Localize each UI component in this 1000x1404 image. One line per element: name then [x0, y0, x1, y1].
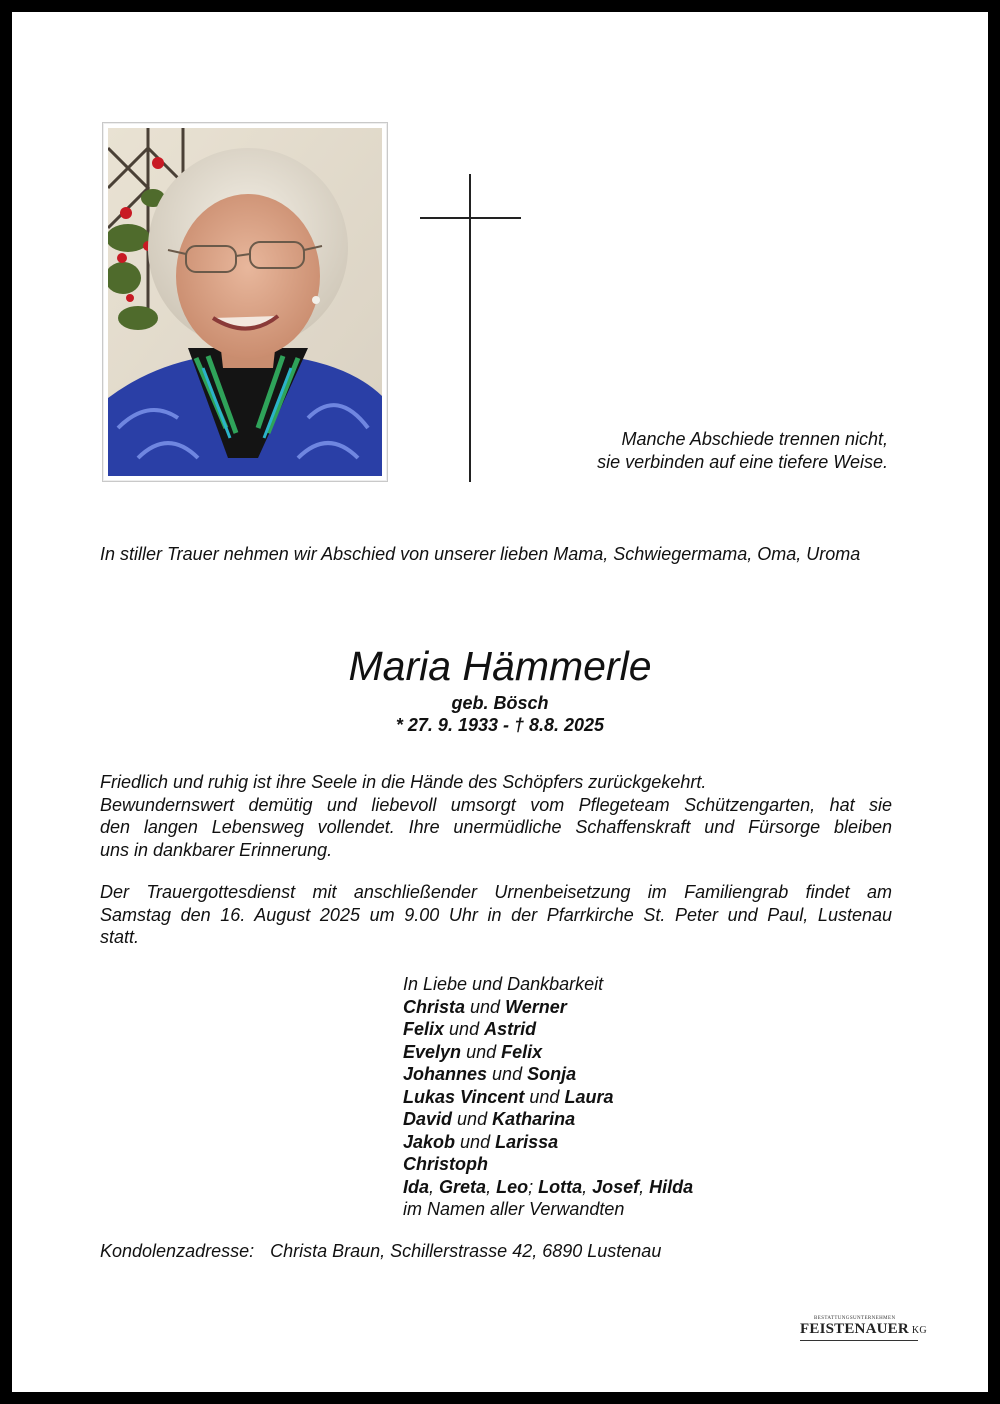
tribute-line: Friedlich und ruhig ist ihre Seele in die Hände des Schöpfers zurückgekehrt.: [100, 772, 707, 792]
service-line: Samstag den 16. August 2025 um 9.00 Uhr in der Pfarrkirche St. Peter und Paul, Lustenau: [100, 904, 892, 925]
connector: und: [470, 996, 501, 1017]
tribute-line: den langen Lebensweg vollendet. Ihre unermüdliche Schaffenskraft und Fürsorge bleiben: [100, 817, 892, 837]
logo-name: FEISTENAUER: [800, 1321, 909, 1337]
great-grandchild-name: Ida: [403, 1176, 430, 1197]
quote-line-1: Manche Abschiede trennen nicht,: [621, 429, 888, 449]
portrait-photo: [102, 122, 388, 482]
great-grandchild-name: Lotta: [538, 1176, 583, 1197]
grandchild-name: Jakob: [403, 1131, 456, 1152]
tribute-paragraph: [100, 771, 892, 861]
grandchild-name: Christoph: [403, 1154, 488, 1174]
connector: und: [529, 1086, 560, 1107]
grandchild-partner-name: Sonja: [527, 1064, 577, 1084]
child-name: Felix: [403, 1019, 445, 1039]
tribute-line: Bewundernswert demütig und liebevoll umsorgt vom Pflegeteam Schützengarten, hat sie: [100, 794, 892, 815]
grandchild-partner-name: Laura: [564, 1086, 614, 1107]
service-line: Der Trauergottesdienst mit anschließender Urnenbeisetzung im Familiengrab findet am: [100, 882, 892, 902]
birth-name: geb. Bösch: [451, 693, 549, 713]
connector: und: [466, 1041, 497, 1062]
funeral-home-logo: [800, 1316, 927, 1346]
memorial-quote: [468, 428, 888, 474]
child-name: Christa: [403, 996, 466, 1017]
service-line: statt.: [100, 927, 140, 947]
service-paragraph: [100, 881, 892, 949]
logo-tagline: BESTATTUNGSUNTERNEHMEN: [814, 1316, 896, 1321]
great-grandchild-name: Hilda: [649, 1176, 694, 1197]
grandchild-name: Johannes: [403, 1064, 488, 1084]
family-closing: im Namen aller Verwandten: [403, 1199, 625, 1219]
grandchild-name: Lukas Vincent: [403, 1086, 525, 1107]
family-opening: In Liebe und Dankbarkeit: [403, 974, 604, 994]
tribute-line: uns in dankbarer Erinnerung.: [100, 839, 333, 860]
logo-suffix: KG: [911, 1325, 927, 1336]
obituary-sheet: Manche Abschiede trennen nicht, sie verbinden auf eine tiefere Weise. In stiller Trauer nehmen wir Abschied von unserer lieben Mama, Schwiegermama, Oma, Uroma Maria Hämmerle geb. Bösch * 27. 9. 1933 - † 8.8. 2025 Friedlich und ruhig ist ihre Seele in die Hände des Schöpfers zurückgekehrt. Bewundernswert demütig und liebevoll umsorgt vom Pflegeteam Schützengarten, hat sie den langen Lebensweg vollendet. Ihre unermüdliche Schaffenskraft und Fürsorge bleiben uns in dankbarer Erinnerung. Der Trauergottesdienst mit anschließender Urnenbeisetzung im Familiengrab findet am Samstag den 16. August 2025 um 9.00 Uhr in der Pfarrkirche St. Peter und Paul, Lustenau statt. In Liebe und Dankbarkeit Christa und Werner Felix und Astrid Evelyn und Felix Johannes und Sonja Lukas Vincent und Laura David und Katharina Jakob und Larissa Christoph Ida, Greta, Leo; Lotta, Josef, Hilda im Namen aller Verwandten Kondolenzadresse: Christa Braun, Schillerstrasse 42, 6890 Lustenau BESTATTUNGSUNTERNEHMEN FEISTENAUER KG: [12, 12, 988, 1392]
child-partner-name: Astrid: [484, 1019, 537, 1039]
condolence-address: [100, 1240, 661, 1262]
grandchild-partner-name: Larissa: [495, 1131, 559, 1152]
quote-line-2: sie verbinden auf eine tiefere Weise.: [597, 452, 888, 472]
condolence-label: Kondolenzadresse:: [100, 1241, 255, 1261]
connector: und: [492, 1064, 523, 1084]
condolence-value: Christa Braun, Schillerstrasse 42, 6890 Lustenau: [270, 1241, 662, 1261]
cross-horizontal: [420, 217, 521, 219]
child-partner-name: Werner: [505, 996, 567, 1017]
great-grandchild-name: Josef: [592, 1176, 640, 1197]
grandchild-partner-name: Felix: [501, 1041, 543, 1062]
grandchild-name: Evelyn: [403, 1041, 462, 1062]
connector: und: [457, 1109, 488, 1129]
life-dates: * 27. 9. 1933 - † 8.8. 2025: [395, 715, 605, 735]
grandchild-name: David: [403, 1109, 453, 1129]
deceased-name: Maria Hämmerle: [348, 643, 652, 689]
intro-text: In stiller Trauer nehmen wir Abschied von unserer lieben Mama, Schwiegermama, Oma, Uroma: [100, 544, 861, 564]
connector: und: [460, 1131, 491, 1152]
great-grandchild-name: Greta: [439, 1176, 487, 1197]
connector: und: [449, 1019, 480, 1039]
great-grandchild-name: Leo: [496, 1176, 529, 1197]
grandchild-partner-name: Katharina: [492, 1109, 576, 1129]
logo-underline: [800, 1340, 918, 1341]
portrait-image: [108, 128, 382, 476]
